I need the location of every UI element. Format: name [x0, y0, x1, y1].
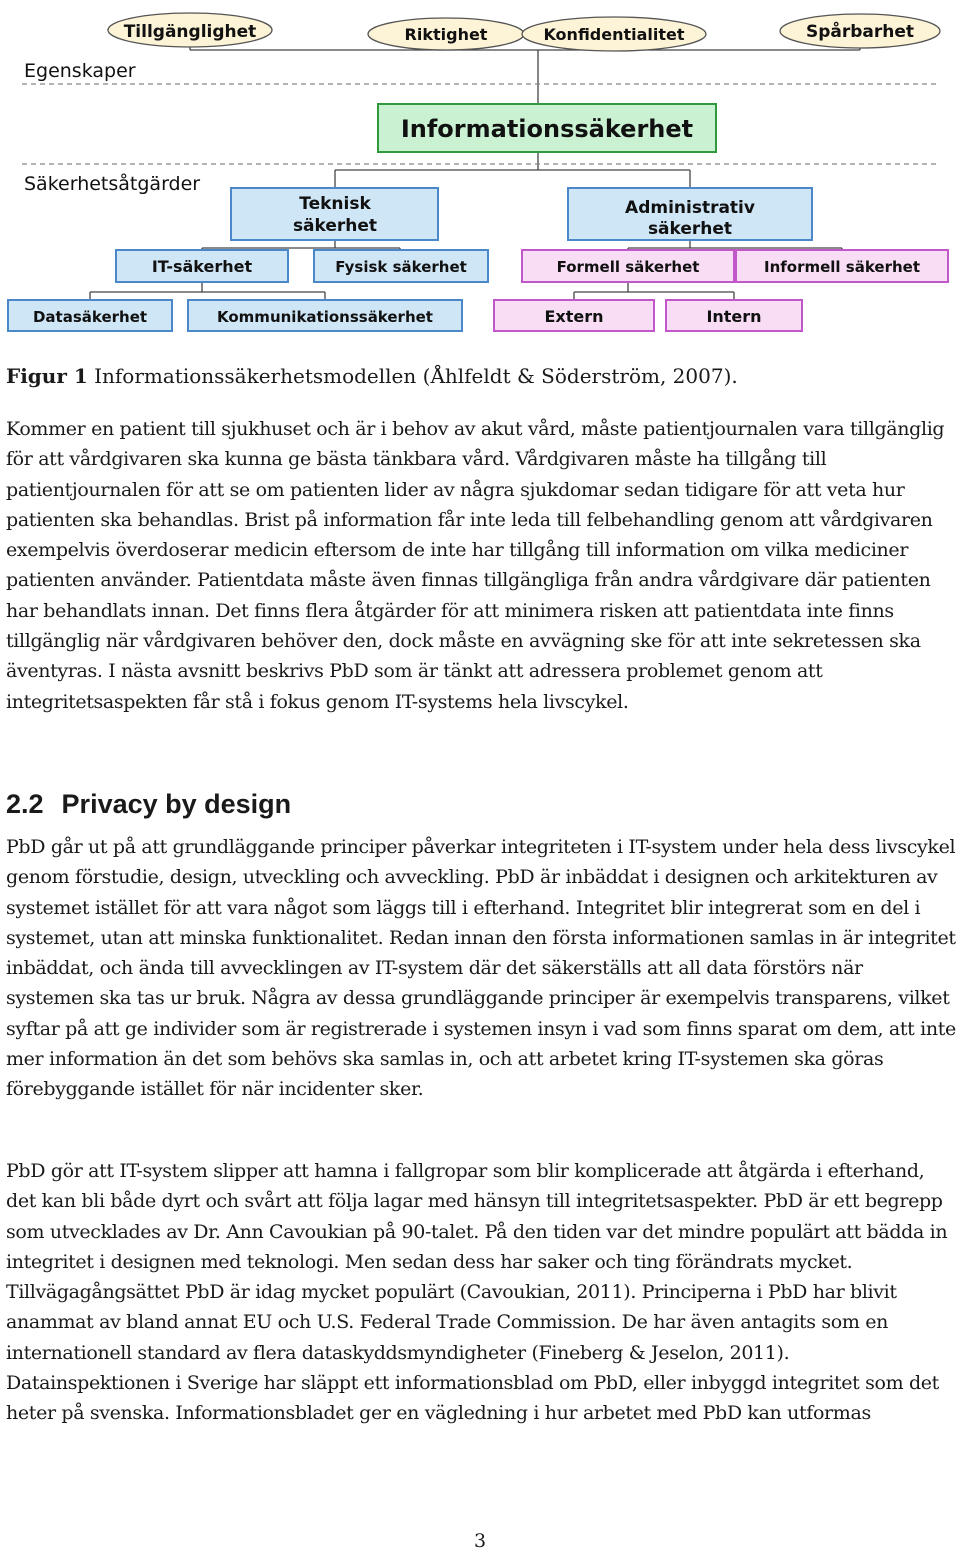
- node-informell-sakerhet: [736, 250, 948, 282]
- node-teknisk-sakerhet: [231, 188, 438, 240]
- node-label: Datasäkerhet: [32, 308, 148, 326]
- center-node-informationssakerhet: [378, 104, 716, 152]
- section-heading: [6, 786, 291, 822]
- page-number: 3: [473, 1530, 487, 1552]
- node-formell-sakerhet: [522, 250, 734, 282]
- property-label: Tillgänglighet: [123, 22, 257, 42]
- node-fysisk-sakerhet: [314, 250, 488, 282]
- figure-caption-text: Informationssäkerhetsmodellen (Åhlfeldt & Söderström, 2007).: [94, 364, 738, 388]
- node-administrativ-sakerhet: [568, 188, 812, 240]
- information-security-model-diagram: [0, 0, 960, 340]
- node-extern: [494, 300, 654, 331]
- node-label: IT-säkerhet: [151, 257, 253, 276]
- property-tillganglighet: [108, 13, 272, 47]
- property-label: Spårbarhet: [805, 22, 915, 42]
- body-paragraph-3: PbD gör att IT-system slipper att hamna i fallgropar som blir komplicerade att åtgärda i efterhand, det kan bli både dyrt och svårt att följa lagar med hänsyn till integritetsaspekter. PbD är ett begrepp som utvecklades av Dr. Ann Cavoukian på 90-talet. På den tiden var det mindre populärt att bädda in integritet i designen med teknologi. Men sedan dess har saker och ting förändrats mycket. Tillvägagångsättet PbD är idag mycket populärt (Cavoukian, 2011). Principerna i PbD har blivit anammat av bland annat EU och U.S. Federal Trade Commission. De har även antagits som en internationell standard av flera dataskyddsmyndigheter (Fineberg & Jeselon, 2011). Datainspektionen i Sverige har släppt ett informationsblad om PbD, eller inbyggd integritet som det heter på svenska. Informationsbladet ger en vägledning i hur arbetet med PbD kan utformas: [6, 1160, 948, 1425]
- node-label: Intern: [706, 307, 762, 326]
- figure-caption-label: Figur 1: [6, 364, 88, 388]
- node-datasakerhet: [8, 300, 172, 331]
- node-label-line2: säkerhet: [292, 216, 378, 236]
- body-paragraph-2: PbD går ut på att grundläggande principer påverkar integriteten i IT-system under hela dess livscykel genom förstudie, design, utveckling och avveckling. PbD är inbäddat i designen och arkitekturen av systemet istället för att vara något som läggs till i efterhand. Integritet blir integrerat som en del i systemet, utan att minska funktionalitet. Redan innan den första informationen samlas in är integritet inbäddat, och ända till avvecklingen av IT-system där det säkerställs att all data förstörs när systemen ska tas ur bruk. Några av dessa grundläggande principer är exempelvis transparens, vilket syftar på att ge individer som är registrerade i systemen insyn i vad som finns sparat om dem, att inte mer information än det som behövs ska samlas in, och att arbetet kring IT-systemen ska göras förebyggande istället för när incidenter sker.: [6, 836, 956, 1101]
- measures-label: Säkerhetsåtgärder: [24, 173, 201, 195]
- property-sparbarhet: [780, 14, 940, 48]
- property-label: Konfidentialitet: [543, 25, 685, 44]
- node-intern: [666, 300, 802, 331]
- center-node-label: Informationssäkerhet: [400, 115, 694, 143]
- property-riktighet: [368, 18, 524, 50]
- property-konfidentialitet: [522, 17, 706, 51]
- property-label: Riktighet: [404, 25, 488, 44]
- body-paragraph-1: Kommer en patient till sjukhuset och är i behov av akut vård, måste patientjournalen vara tillgänglig för att vårdgivaren ska kunna ge bästa tänkbara vård. Vårdgivaren måste ha tillgång till patientjournalen för att se om patienten lider av några sjukdomar sedan tidigare för att veta hur patienten ska behandlas. Brist på information får inte leda till felbehandling genom att vårdgivaren exempelvis överdoserar medicin eftersom de inte har tillgång till information om vilka mediciner patienten använder. Patientdata måste även finnas tillgängliga från andra vårdgivare där patienten har behandlats innan. Det finns flera åtgärder för att minimera risken att patientdata inte finns tillgänglig när vårdgivaren behöver den, dock måste en avvägning ske för att inte sekretessen ska äventyras. I nästa avsnitt beskrivs PbD som är tänkt att adressera problemet genom att integritetsaspekten får stå i fokus genom IT-systems hela livscykel.: [6, 418, 945, 713]
- node-label: Formell säkerhet: [556, 258, 700, 276]
- figure-caption: [6, 361, 956, 391]
- section-number: 2.2: [6, 789, 44, 819]
- node-label: Informell säkerhet: [763, 258, 921, 276]
- node-label-line2: säkerhet: [647, 219, 733, 239]
- node-label-line1: Teknisk: [299, 194, 371, 214]
- node-label: Extern: [544, 307, 604, 326]
- node-it-sakerhet: [116, 250, 288, 282]
- section-title: Privacy by design: [61, 789, 292, 819]
- node-label: Kommunikationssäkerhet: [217, 308, 433, 326]
- node-kommunikationssakerhet: [188, 300, 462, 331]
- properties-label: Egenskaper: [24, 60, 136, 82]
- node-label: Fysisk säkerhet: [335, 258, 467, 276]
- node-label-line1: Administrativ: [625, 198, 755, 218]
